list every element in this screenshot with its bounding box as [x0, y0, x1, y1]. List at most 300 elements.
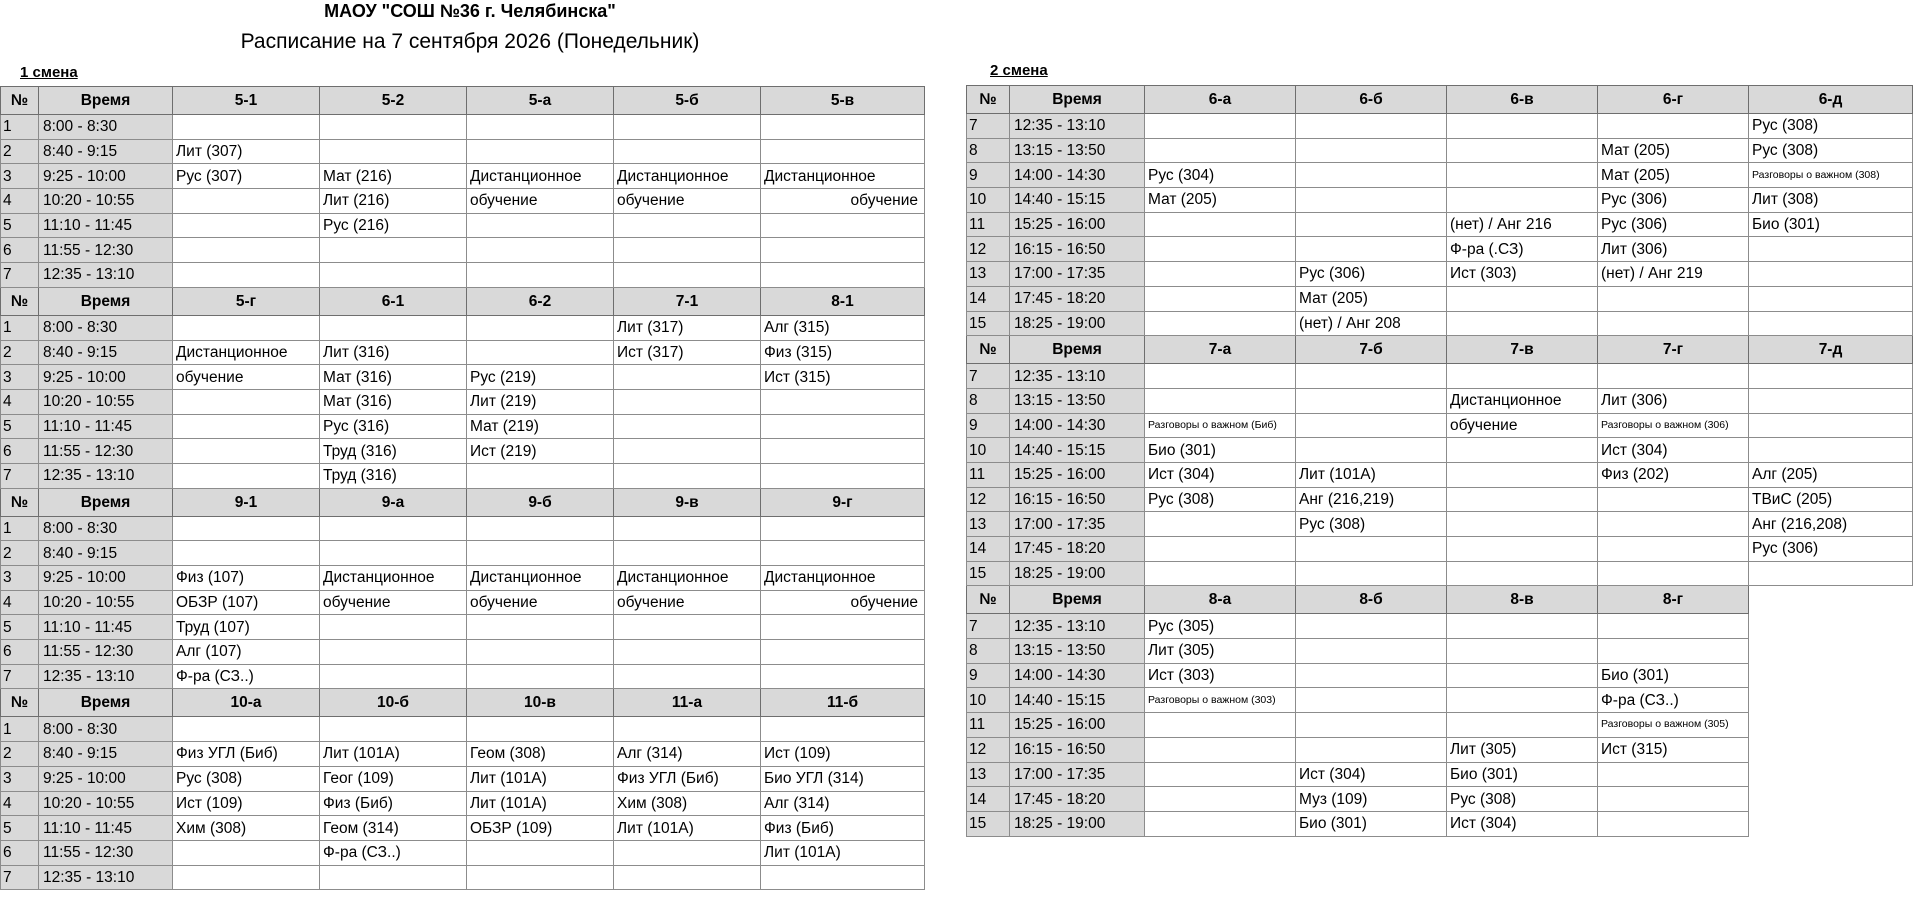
header-class: 10-б — [320, 689, 467, 717]
lesson-number: 8 — [967, 388, 1010, 413]
lesson-cell: Ф-ра (СЗ..) — [320, 840, 467, 865]
table-row — [967, 512, 1913, 537]
lesson-cell — [1598, 487, 1749, 512]
lesson-time: 14:40 - 15:15 — [1010, 438, 1145, 463]
lesson-cell — [173, 213, 320, 238]
lesson-cell — [1447, 561, 1598, 586]
table-row — [1, 439, 925, 464]
lesson-number: 4 — [1, 389, 39, 414]
header-class: 5-в — [761, 87, 925, 115]
table-row — [1, 766, 925, 791]
lesson-number: 4 — [1, 590, 39, 615]
lesson-cell: Лит (317) — [614, 315, 761, 340]
lesson-cell — [614, 139, 761, 164]
lesson-cell — [1749, 388, 1913, 413]
lesson-number: 1 — [1, 717, 39, 742]
lesson-cell — [173, 238, 320, 263]
table-row — [967, 413, 1913, 438]
lesson-time: 8:00 - 8:30 — [39, 115, 173, 140]
table-row — [967, 138, 1913, 163]
lesson-time: 14:40 - 15:15 — [1010, 188, 1145, 213]
table-row — [1, 139, 925, 164]
table-row — [967, 688, 1913, 713]
table-row — [1, 664, 925, 689]
lesson-cell: Ист (304) — [1296, 762, 1447, 787]
lesson-cell — [1598, 114, 1749, 139]
lesson-cell — [173, 189, 320, 214]
lesson-time: 14:40 - 15:15 — [1010, 688, 1145, 713]
table-row — [1, 791, 925, 816]
table-row — [1, 840, 925, 865]
table-row — [1, 742, 925, 767]
lesson-time: 9:25 - 10:00 — [39, 164, 173, 189]
header-class: 9-б — [467, 488, 614, 516]
lesson-cell — [1447, 114, 1598, 139]
lesson-time: 9:25 - 10:00 — [39, 766, 173, 791]
lesson-cell: Рус (308) — [1447, 787, 1598, 812]
lesson-cell — [320, 115, 467, 140]
lesson-cell: Мат (316) — [320, 365, 467, 390]
lesson-time: 10:20 - 10:55 — [39, 189, 173, 214]
lesson-cell — [1749, 237, 1913, 262]
lesson-cell: Геог (109) — [320, 766, 467, 791]
lesson-cell: Дистанционное — [614, 566, 761, 591]
lesson-cell: Лит (305) — [1145, 639, 1296, 664]
lesson-cell: Анг (216,208) — [1749, 512, 1913, 537]
lesson-time: 12:35 - 13:10 — [1010, 114, 1145, 139]
lesson-cell — [1447, 512, 1598, 537]
lesson-number: 10 — [967, 688, 1010, 713]
lesson-time: 8:40 - 9:15 — [39, 340, 173, 365]
lesson-cell: Дистанционное — [173, 340, 320, 365]
lesson-cell — [614, 615, 761, 640]
lesson-cell: обучение — [467, 590, 614, 615]
lesson-cell — [614, 238, 761, 263]
lesson-cell — [1145, 262, 1296, 287]
lesson-cell: Лит (101А) — [467, 766, 614, 791]
header-class: 9-г — [761, 488, 925, 516]
lesson-cell: Труд (316) — [320, 439, 467, 464]
lesson-cell: Разговоры о важном (305) — [1598, 713, 1749, 738]
lesson-cell: Ист (303) — [1447, 262, 1598, 287]
lesson-cell: Мат (316) — [320, 389, 467, 414]
lesson-cell — [467, 463, 614, 488]
lesson-cell: обучение — [173, 365, 320, 390]
table-row — [1, 566, 925, 591]
lesson-cell — [1598, 286, 1749, 311]
lesson-cell — [1447, 364, 1598, 389]
lesson-number: 13 — [967, 762, 1010, 787]
lesson-cell — [614, 115, 761, 140]
lesson-cell — [1145, 212, 1296, 237]
header-row — [1, 287, 925, 315]
header-time: Время — [39, 287, 173, 315]
header-class: 11-а — [614, 689, 761, 717]
lesson-cell — [173, 541, 320, 566]
lesson-cell — [1598, 561, 1749, 586]
table-row — [1, 263, 925, 288]
lesson-number: 14 — [967, 537, 1010, 562]
shift-1-label: 1 смена — [20, 64, 78, 81]
table-row — [967, 311, 1913, 336]
lesson-cell: Физ (315) — [761, 340, 925, 365]
lesson-number: 10 — [967, 438, 1010, 463]
lesson-cell — [467, 340, 614, 365]
lesson-cell — [1598, 311, 1749, 336]
header-row — [1, 689, 925, 717]
lesson-cell: Мат (205) — [1145, 188, 1296, 213]
lesson-time: 12:35 - 13:10 — [39, 664, 173, 689]
table-row — [967, 663, 1913, 688]
lesson-cell: Лит (306) — [1598, 237, 1749, 262]
header-class: 8-1 — [761, 287, 925, 315]
lesson-cell — [614, 865, 761, 890]
shift-2-label: 2 смена — [990, 62, 1048, 79]
lesson-cell — [1447, 713, 1598, 738]
lesson-cell: Разговоры о важном (303) — [1145, 688, 1296, 713]
lesson-cell — [761, 640, 925, 665]
lesson-cell — [1296, 663, 1447, 688]
lesson-time: 11:10 - 11:45 — [39, 213, 173, 238]
lesson-cell — [761, 717, 925, 742]
lesson-cell — [1749, 364, 1913, 389]
lesson-cell — [1145, 737, 1296, 762]
lesson-cell — [1749, 286, 1913, 311]
lesson-cell — [1296, 537, 1447, 562]
lesson-cell — [173, 263, 320, 288]
lesson-time: 16:15 - 16:50 — [1010, 487, 1145, 512]
table-row — [1, 164, 925, 189]
lesson-cell: Лит (101А) — [761, 840, 925, 865]
header-class: 5-а — [467, 87, 614, 115]
table-row — [1, 865, 925, 890]
header-class: 10-в — [467, 689, 614, 717]
header-class: 8-б — [1296, 586, 1447, 614]
lesson-number: 12 — [967, 237, 1010, 262]
lesson-time: 17:45 - 18:20 — [1010, 537, 1145, 562]
lesson-cell — [1447, 688, 1598, 713]
header-class: 7-г — [1598, 336, 1749, 364]
lesson-cell — [1296, 438, 1447, 463]
lesson-cell: Ф-ра (СЗ..) — [1598, 688, 1749, 713]
lesson-number: 7 — [967, 614, 1010, 639]
lesson-time: 8:40 - 9:15 — [39, 742, 173, 767]
lesson-time: 11:55 - 12:30 — [39, 840, 173, 865]
lesson-number: 6 — [1, 640, 39, 665]
table-row — [1, 115, 925, 140]
lesson-number: 12 — [967, 737, 1010, 762]
header-row — [967, 586, 1913, 614]
table-row — [1, 590, 925, 615]
header-number: № — [967, 336, 1010, 364]
lesson-cell: Физ (Биб) — [761, 816, 925, 841]
lesson-time: 10:20 - 10:55 — [39, 389, 173, 414]
header-class: 6-д — [1749, 86, 1913, 114]
lesson-time: 17:45 - 18:20 — [1010, 286, 1145, 311]
lesson-cell — [467, 541, 614, 566]
lesson-cell: Физ (202) — [1598, 462, 1749, 487]
lesson-cell: Мат (205) — [1598, 138, 1749, 163]
lesson-cell: Био (301) — [1145, 438, 1296, 463]
lesson-cell: Ф-ра (СЗ..) — [173, 664, 320, 689]
lesson-cell — [1598, 762, 1749, 787]
header-class: 7-д — [1749, 336, 1913, 364]
lesson-cell: Лит (305) — [1447, 737, 1598, 762]
lesson-time: 18:25 - 19:00 — [1010, 811, 1145, 836]
header-class: 6-1 — [320, 287, 467, 315]
lesson-cell — [320, 315, 467, 340]
lesson-cell — [1598, 811, 1749, 836]
lesson-cell: Мат (219) — [467, 414, 614, 439]
header-class: 5-г — [173, 287, 320, 315]
lesson-cell: Дистанционное — [614, 164, 761, 189]
header-number: № — [1, 488, 39, 516]
lesson-cell: Мат (205) — [1296, 286, 1447, 311]
lesson-cell — [1598, 639, 1749, 664]
lesson-number: 1 — [1, 315, 39, 340]
lesson-cell — [614, 541, 761, 566]
header-class: 7-в — [1447, 336, 1598, 364]
lesson-cell — [761, 139, 925, 164]
lesson-cell — [761, 664, 925, 689]
lesson-cell: Био (301) — [1296, 811, 1447, 836]
lesson-cell: обучение — [614, 189, 761, 214]
lesson-time: 11:55 - 12:30 — [39, 640, 173, 665]
lesson-cell: Рус (316) — [320, 414, 467, 439]
lesson-cell: (нет) / Анг 219 — [1598, 262, 1749, 287]
lesson-number: 8 — [967, 138, 1010, 163]
lesson-cell: Рус (307) — [173, 164, 320, 189]
lesson-cell — [467, 640, 614, 665]
table-row — [1, 340, 925, 365]
header-class: 8-г — [1598, 586, 1749, 614]
table-row — [967, 762, 1913, 787]
lesson-cell: Ист (304) — [1598, 438, 1749, 463]
lesson-cell: Ист (303) — [1145, 663, 1296, 688]
lesson-cell: Рус (306) — [1296, 262, 1447, 287]
lesson-number: 2 — [1, 340, 39, 365]
lesson-number: 14 — [967, 286, 1010, 311]
lesson-cell — [467, 315, 614, 340]
header-class: 6-б — [1296, 86, 1447, 114]
lesson-cell: Лит (101А) — [467, 791, 614, 816]
table-row — [1, 365, 925, 390]
header-row — [967, 86, 1913, 114]
lesson-number: 3 — [1, 365, 39, 390]
lesson-cell — [467, 115, 614, 140]
lesson-cell — [467, 840, 614, 865]
header-class: 5-б — [614, 87, 761, 115]
lesson-cell: Рус (306) — [1598, 212, 1749, 237]
lesson-cell — [467, 664, 614, 689]
table-row — [1, 717, 925, 742]
lesson-number: 7 — [1, 664, 39, 689]
lesson-cell — [467, 213, 614, 238]
lesson-time: 8:40 - 9:15 — [39, 541, 173, 566]
lesson-cell — [320, 717, 467, 742]
lesson-time: 17:45 - 18:20 — [1010, 787, 1145, 812]
lesson-cell — [467, 263, 614, 288]
lesson-cell — [1145, 311, 1296, 336]
lesson-cell: ОБЗР (107) — [173, 590, 320, 615]
lesson-number: 6 — [1, 439, 39, 464]
lesson-cell — [173, 389, 320, 414]
header-class: 7-б — [1296, 336, 1447, 364]
lesson-cell: Физ (Биб) — [320, 791, 467, 816]
lesson-number: 5 — [1, 816, 39, 841]
table-row — [967, 614, 1913, 639]
header-class: 6-г — [1598, 86, 1749, 114]
lesson-cell — [173, 463, 320, 488]
lesson-cell: обучение — [467, 189, 614, 214]
lesson-cell: Био УГЛ (314) — [761, 766, 925, 791]
lesson-cell — [1296, 737, 1447, 762]
lesson-number: 11 — [967, 212, 1010, 237]
lesson-cell — [1296, 237, 1447, 262]
lesson-number: 8 — [967, 639, 1010, 664]
table-row — [967, 188, 1913, 213]
table-row — [1, 541, 925, 566]
lesson-cell: Ист (304) — [1145, 462, 1296, 487]
lesson-time: 14:00 - 14:30 — [1010, 413, 1145, 438]
lesson-cell — [761, 865, 925, 890]
lesson-cell — [1296, 212, 1447, 237]
lesson-cell — [761, 238, 925, 263]
lesson-cell — [1447, 537, 1598, 562]
lesson-cell — [173, 315, 320, 340]
lesson-number: 2 — [1, 139, 39, 164]
lesson-cell — [1598, 512, 1749, 537]
lesson-cell — [761, 516, 925, 541]
lesson-cell: обучение — [761, 189, 925, 214]
lesson-cell — [614, 414, 761, 439]
lesson-cell: Рус (308) — [1749, 114, 1913, 139]
lesson-time: 10:20 - 10:55 — [39, 791, 173, 816]
table-row — [967, 811, 1913, 836]
lesson-cell: Физ УГЛ (Биб) — [173, 742, 320, 767]
schedule-date-title: Расписание на 7 сентября 2026 (Понедельник) — [240, 30, 700, 53]
table-row — [967, 787, 1913, 812]
table-row — [967, 438, 1913, 463]
lesson-number: 5 — [1, 615, 39, 640]
lesson-cell — [1145, 713, 1296, 738]
table-row — [1, 189, 925, 214]
lesson-cell — [173, 516, 320, 541]
lesson-cell — [614, 389, 761, 414]
lesson-time: 11:10 - 11:45 — [39, 816, 173, 841]
lesson-number: 3 — [1, 164, 39, 189]
lesson-time: 9:25 - 10:00 — [39, 566, 173, 591]
lesson-time: 17:00 - 17:35 — [1010, 262, 1145, 287]
header-number: № — [1, 287, 39, 315]
lesson-cell — [1145, 364, 1296, 389]
lesson-cell: Разговоры о важном (306) — [1598, 413, 1749, 438]
lesson-cell — [320, 139, 467, 164]
table-row — [967, 737, 1913, 762]
lesson-number: 6 — [1, 840, 39, 865]
lesson-number: 1 — [1, 516, 39, 541]
lesson-number: 9 — [967, 413, 1010, 438]
lesson-cell — [1447, 462, 1598, 487]
lesson-time: 16:15 - 16:50 — [1010, 737, 1145, 762]
header-class: 11-б — [761, 689, 925, 717]
lesson-cell — [467, 717, 614, 742]
lesson-cell: Муз (109) — [1296, 787, 1447, 812]
lesson-cell: Алг (314) — [614, 742, 761, 767]
header-number: № — [967, 586, 1010, 614]
lesson-time: 8:40 - 9:15 — [39, 139, 173, 164]
lesson-time: 8:00 - 8:30 — [39, 315, 173, 340]
lesson-cell: Ист (315) — [761, 365, 925, 390]
lesson-cell: Алг (315) — [761, 315, 925, 340]
lesson-cell — [761, 115, 925, 140]
lesson-cell — [1296, 388, 1447, 413]
lesson-cell: Лит (216) — [320, 189, 467, 214]
lesson-cell — [467, 516, 614, 541]
lesson-time: 9:25 - 10:00 — [39, 365, 173, 390]
lesson-time: 14:00 - 14:30 — [1010, 663, 1145, 688]
lesson-time: 11:55 - 12:30 — [39, 238, 173, 263]
lesson-cell: Разговоры о важном (308) — [1749, 163, 1913, 188]
lesson-cell — [1447, 663, 1598, 688]
lesson-cell — [1447, 138, 1598, 163]
lesson-time: 17:00 - 17:35 — [1010, 762, 1145, 787]
lesson-cell — [1598, 364, 1749, 389]
lesson-cell: (нет) / Анг 216 — [1447, 212, 1598, 237]
table-row — [1, 238, 925, 263]
header-row — [1, 87, 925, 115]
header-class: 8-в — [1447, 586, 1598, 614]
table-row — [967, 487, 1913, 512]
header-time: Время — [39, 689, 173, 717]
lesson-time: 11:55 - 12:30 — [39, 439, 173, 464]
lesson-cell — [1447, 188, 1598, 213]
lesson-time: 8:00 - 8:30 — [39, 516, 173, 541]
lesson-time: 15:25 - 16:00 — [1010, 212, 1145, 237]
header-class: 8-а — [1145, 586, 1296, 614]
lesson-cell — [467, 865, 614, 890]
lesson-cell: Лит (101А) — [614, 816, 761, 841]
lesson-cell — [1145, 388, 1296, 413]
lesson-cell — [1447, 311, 1598, 336]
lesson-number: 2 — [1, 742, 39, 767]
lesson-number: 9 — [967, 663, 1010, 688]
header-number: № — [1, 689, 39, 717]
lesson-cell — [1296, 713, 1447, 738]
lesson-cell: Алг (314) — [761, 791, 925, 816]
lesson-cell: Ист (304) — [1447, 811, 1598, 836]
header-class: 6-2 — [467, 287, 614, 315]
lesson-number: 5 — [1, 414, 39, 439]
lesson-cell: Ф-ра (.СЗ) — [1447, 237, 1598, 262]
lesson-number: 14 — [967, 787, 1010, 812]
lesson-cell: ОБЗР (109) — [467, 816, 614, 841]
lesson-cell: Био (301) — [1598, 663, 1749, 688]
lesson-number: 6 — [1, 238, 39, 263]
lesson-time: 18:25 - 19:00 — [1010, 311, 1145, 336]
lesson-cell: Ист (315) — [1598, 737, 1749, 762]
table-row — [967, 639, 1913, 664]
lesson-cell — [761, 389, 925, 414]
lesson-cell — [1447, 163, 1598, 188]
lesson-cell: Физ (107) — [173, 566, 320, 591]
lesson-cell: Дистанционное — [467, 164, 614, 189]
lesson-cell: обучение — [1447, 413, 1598, 438]
lesson-cell: Труд (107) — [173, 615, 320, 640]
lesson-time: 17:00 - 17:35 — [1010, 512, 1145, 537]
lesson-time: 10:20 - 10:55 — [39, 590, 173, 615]
lesson-cell — [1145, 138, 1296, 163]
